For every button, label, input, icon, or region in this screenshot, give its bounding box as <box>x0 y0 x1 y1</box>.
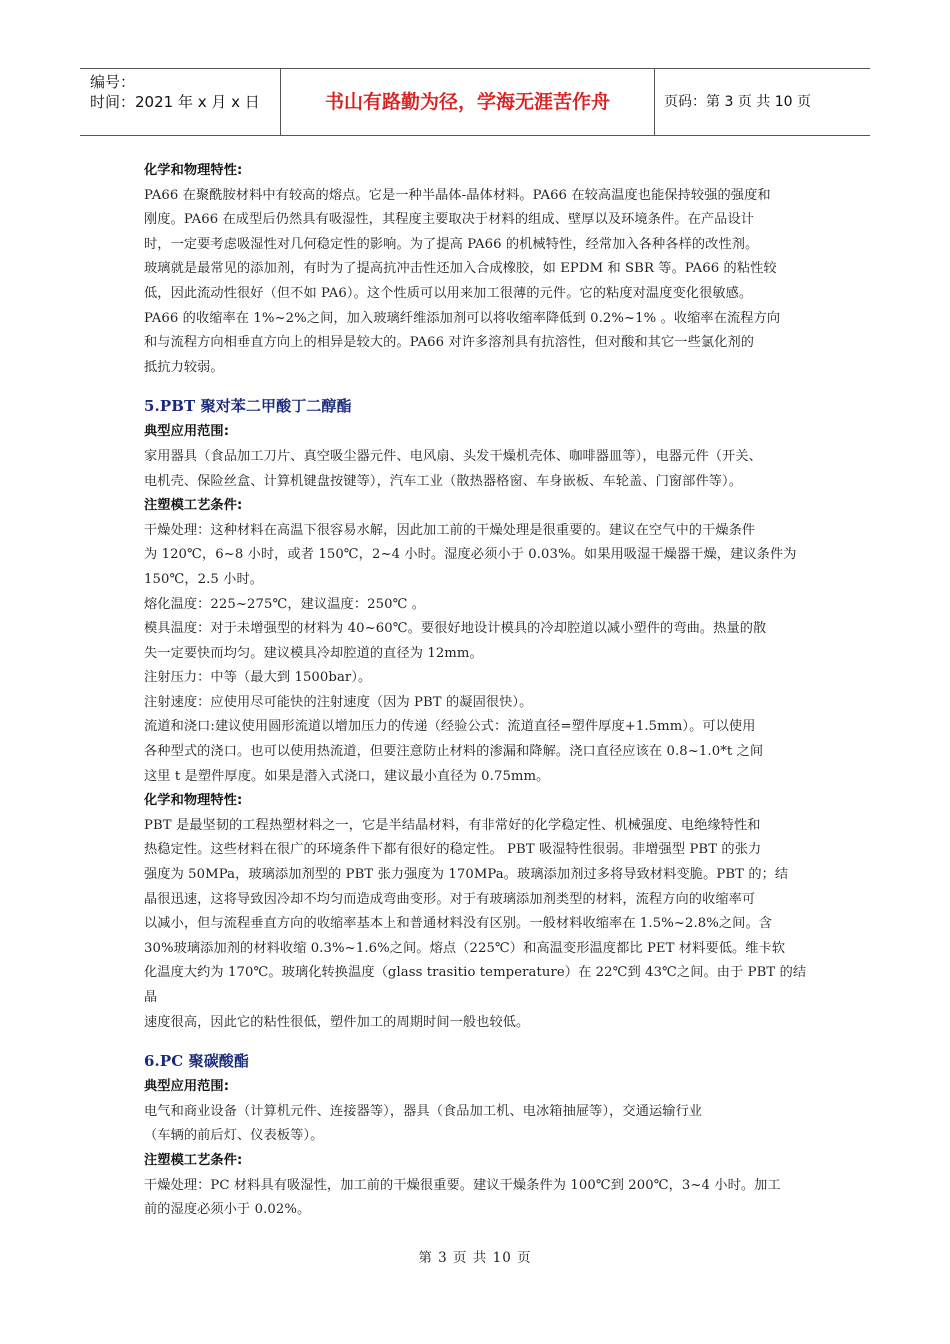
text-line: 刚度。PA66 在成型后仍然具有吸湿性，其程度主要取决于材料的组成、壁厚以及环境条件。在产品设计 <box>144 212 755 228</box>
text-line: 电气和商业设备（计算机元件、连接器等），器具（食品加工机、电冰箱抽屉等），交通运输行业 <box>144 1103 703 1119</box>
text-line: 熔化温度：225~275℃，建议温度：250℃ 。 <box>144 596 426 612</box>
text-line: 化温度大约为 170℃。玻璃化转换温度（glass trasitio temperature）在 22℃到 43℃之间。由于 PBT 的结晶 <box>144 965 807 1005</box>
header-motto: 书山有路勤为径，学海无涯苦作舟 <box>281 69 655 135</box>
text-line: 热稳定性。这些材料在很广的环境条件下都有很好的稳定性。 PBT 吸湿特性很弱。非增强型 PBT 的张力 <box>144 842 762 858</box>
page-footer: 第 3 页 共 10 页 <box>418 1250 532 1266</box>
page-header <box>80 68 870 136</box>
text-line: 家用器具（食品加工刀片、真空吸尘器元件、电风扇、头发干燥机壳体、咖啡器皿等），电器元件（开关、 <box>144 448 762 464</box>
pbt-proc-paragraph <box>144 519 808 790</box>
text-line: 流道和浇口:建议使用圆形流道以增加压力的传递（经验公式：流道直径=塑件厚度+1.5mm）。可以使用 <box>144 719 756 735</box>
text-line: 低，因此流动性很好（但不如 PA6）。这个性质可以用来加工很薄的元件。它的粘度对温度变化很敏感。 <box>144 285 753 301</box>
text-line: 模具温度：对于未增强型的材料为 40~60℃。要很好地设计模具的冷却腔道以减小塑件的弯曲。热量的散 <box>144 621 767 637</box>
text-line: 前的湿度必须小于 0.02%。 <box>144 1202 311 1218</box>
text-line: 为 120℃，6~8 小时，或者 150℃，2~4 小时。湿度必须小于 0.03%。如果用吸湿干燥器干燥，建议条件为 <box>144 547 797 563</box>
pc-proc-label: 注塑模工艺条件: <box>144 1152 243 1168</box>
text-line: PBT 是最坚韧的工程热塑材料之一，它是半结晶材料，有非常好的化学稳定性、机械强度、电绝缘特性和 <box>144 817 761 833</box>
pbt-heading: 5.PBT 聚对苯二甲酸丁二醇酯 <box>144 397 352 416</box>
pa66-chem-label: 化学和物理特性: <box>144 163 243 178</box>
text-line: 150℃，2.5 小时。 <box>144 571 264 587</box>
number-label: 编号： <box>90 73 136 91</box>
pc-heading: 6.PC 聚碳酸酯 <box>144 1052 249 1071</box>
text-line: 时，一定要考虑吸湿性对几何稳定性的影响。为了提高 PA66 的机械特性，经常加入各种各样的改性剂。 <box>144 236 759 252</box>
document-body <box>144 159 808 1223</box>
text-line: 注射压力：中等（最大到 1500bar）。 <box>144 670 372 686</box>
text-line: 晶很迅速，这将导致因冷却不均匀而造成弯曲变形。对于有玻璃添加剂类型的材料，流程方向的收缩率可 <box>144 891 756 907</box>
pbt-proc-label: 注塑模工艺条件: <box>144 498 243 514</box>
text-line: 抵抗力较弱。 <box>144 359 224 375</box>
text-line: 这里 t 是塑件厚度。如果是潜入式浇口，建议最小直径为 0.75mm。 <box>144 768 550 784</box>
pc-app-label: 典型应用范围: <box>144 1079 230 1095</box>
pbt-chem-paragraph <box>144 814 808 1035</box>
text-line: PA66 在聚酰胺材料中有较高的熔点。它是一种半晶体-晶体材料。PA66 在较高温度也能保持较强的强度和 <box>144 187 771 203</box>
text-line: 失一定要快而均匀。建议模具冷却腔道的直径为 12mm。 <box>144 645 483 661</box>
date-label: 时间：2021 年 x 月 x 日 <box>90 93 260 111</box>
header-meta <box>80 69 281 135</box>
text-line: 注射速度：应使用尽可能快的注射速度（因为 PBT 的凝固很快）。 <box>144 694 533 710</box>
text-line: 速度很高，因此它的粘性很低，塑件加工的周期时间一般也较低。 <box>144 1014 530 1030</box>
text-line: 干燥处理：这种材料在高温下很容易水解，因此加工前的干燥处理是很重要的。建议在空气中的干燥条件 <box>144 522 756 538</box>
pbt-app-label: 典型应用范围: <box>144 424 230 440</box>
text-line: 各种型式的浇口。也可以使用热流道，但要注意防止材料的渗漏和降解。浇口直径应该在 0.8~1.0*t 之间 <box>144 744 764 760</box>
text-line: 干燥处理：PC 材料具有吸湿性，加工前的干燥很重要。建议干燥条件为 100℃到 200℃，3~4 小时。加工 <box>144 1177 781 1193</box>
pbt-app-paragraph <box>144 445 808 494</box>
text-line: 玻璃就是最常见的添加剂，有时为了提高抗冲击性还加入合成橡胶，如 EPDM 和 SBR 等。PA66 的粘性较 <box>144 261 777 277</box>
header-page-info: 页码：第 3 页 共 10 页 <box>664 94 811 110</box>
text-line: （车辆的前后灯、仪表板等）。 <box>144 1128 324 1144</box>
pc-app-paragraph <box>144 1100 808 1149</box>
text-line: 和与流程方向相垂直方向上的相异是较大的。PA66 对许多溶剂具有抗溶性，但对酸和其它一些氯化剂的 <box>144 335 755 351</box>
text-line: 电机壳、保险丝盒、计算机键盘按键等），汽车工业（散热器格窗、车身嵌板、车轮盖、门窗部件等）。 <box>144 473 743 489</box>
text-line: PA66 的收缩率在 1%~2%之间，加入玻璃纤维添加剂可以将收缩率降低到 0.2%~1% 。收缩率在流程方向 <box>144 310 781 326</box>
pa66-chem-paragraph <box>144 184 808 381</box>
text-line: 强度为 50MPa，玻璃添加剂型的 PBT 张力强度为 170MPa。玻璃添加剂过多将导致材料变脆。PBT 的；结 <box>144 867 789 883</box>
text-line: 以减小，但与流程垂直方向的收缩率基本上和普通材料没有区别。一般材料收缩率在 1.5%~2.8%之间。含 <box>144 916 773 932</box>
pc-proc-paragraph <box>144 1174 808 1223</box>
text-line: 30%玻璃添加剂的材料收缩 0.3%~1.6%之间。熔点（225℃）和高温变形温度都比 PET 材料要低。维卡软 <box>144 940 786 956</box>
pbt-chem-label: 化学和物理特性: <box>144 793 243 809</box>
